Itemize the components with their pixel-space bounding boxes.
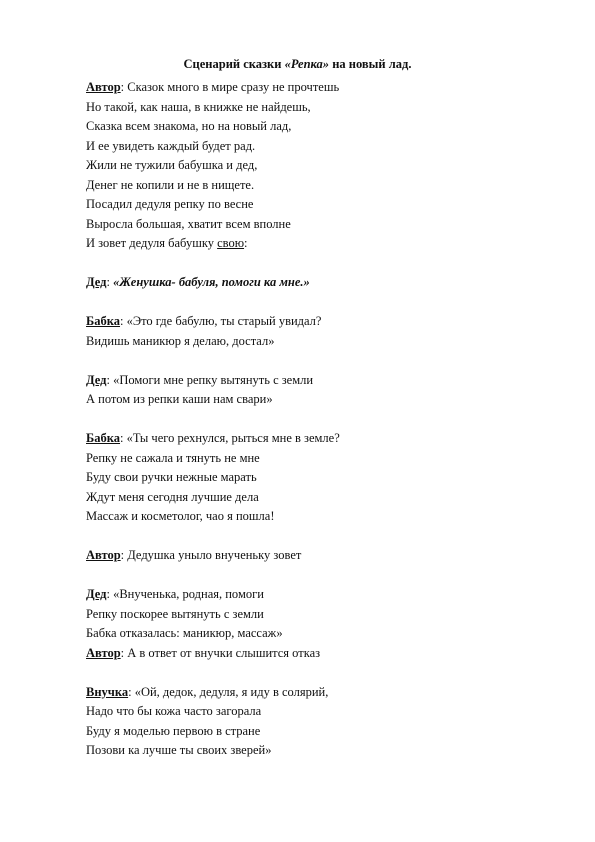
script-line: Массаж и косметолог, чао я пошла! [86, 509, 275, 523]
script-line: Позови ка лучше ты своих зверей» [86, 743, 272, 757]
line-text: : [106, 275, 114, 289]
script-line: Видишь маникюр я делаю, достал» [86, 333, 275, 348]
script-line [86, 234, 546, 254]
line-text: : «Ты чего рехнулся, рыться мне в земле? [120, 431, 340, 445]
script-line [86, 312, 546, 332]
speaker-label: Дед [86, 275, 107, 289]
speaker-label: Автор [86, 645, 121, 660]
document-title [0, 56, 595, 72]
script-line: Надо что бы кожа часто загорала [86, 704, 262, 718]
line-text: : «Ой, дедок, дедуля, я иду в солярий, [128, 684, 329, 699]
script-line [86, 429, 546, 449]
script-line: Бабка отказалась: маникюр, массаж» [86, 626, 283, 640]
script-line [86, 273, 546, 293]
speaker-label: Бабка [86, 314, 121, 328]
script-line: Буду я моделью первою в стране [86, 723, 261, 738]
script-line [86, 371, 546, 391]
stanza-gap [86, 293, 546, 313]
title-prefix: Сценарий сказки [183, 57, 285, 71]
script-line: Денег не копили и не в нищете. [86, 177, 255, 192]
script-line: Ждут меня сегодня лучшие дела [86, 489, 259, 504]
line-text: : «Помоги мне репку вытянуть с земли [106, 372, 314, 387]
line-text: : [244, 236, 248, 250]
title-italic-name: «Репка» [284, 57, 330, 71]
script-line: Выросла большая, хватит всем вполне [86, 216, 291, 231]
script-line: А потом из репки каши нам свари» [86, 392, 273, 406]
speaker-label: Дед [86, 372, 107, 387]
speaker-label: Автор [86, 548, 121, 562]
line-text: : Дедушка уныло внученьку зовет [120, 548, 302, 562]
stanza-gap [86, 254, 546, 274]
line-text: : А в ответ от внучки слышится отказ [120, 645, 321, 660]
script-line: Посадил дедуля репку по весне [86, 197, 254, 211]
script-line: Буду свои ручки нежные марать [86, 470, 257, 484]
line-text: И зовет дедуля бабушку [86, 236, 218, 250]
script-line [86, 644, 546, 664]
title-suffix: на новый лад. [329, 57, 412, 71]
script-body [86, 78, 546, 761]
script-line: Репку не сажала и тянуть не мне [86, 450, 260, 465]
script-line: Репку поскорее вытянуть с земли [86, 606, 264, 621]
speaker-label: Внучка [86, 684, 129, 699]
script-line: Но такой, как наша, в книжке не найдешь, [86, 99, 311, 114]
script-line: Жили не тужили бабушка и дед, [86, 158, 258, 172]
stanza-gap [86, 351, 546, 371]
line-text: : Сказок много в мире сразу не прочтешь [120, 80, 340, 94]
stanza-gap [86, 566, 546, 586]
stanza-gap [86, 663, 546, 683]
script-line [86, 585, 546, 605]
line-text: : «Это где бабулю, ты старый увидал? [120, 314, 322, 328]
script-line [86, 683, 546, 703]
italic-line-text: «Женушка- бабуля, помоги ка мне.» [113, 275, 310, 289]
line-text: : «Внученька, родная, помоги [106, 587, 264, 601]
speaker-label: Дед [86, 587, 107, 601]
speaker-label: Автор [86, 80, 121, 94]
stanza-gap [86, 410, 546, 430]
script-line [86, 546, 546, 566]
script-line: И ее увидеть каждый будет рад. [86, 138, 256, 153]
script-line: Сказка всем знакома, но на новый лад, [86, 119, 292, 133]
stanza-gap [86, 527, 546, 547]
speaker-label: Бабка [86, 431, 121, 445]
script-line [86, 78, 546, 98]
underlined-word: свою [217, 236, 245, 250]
